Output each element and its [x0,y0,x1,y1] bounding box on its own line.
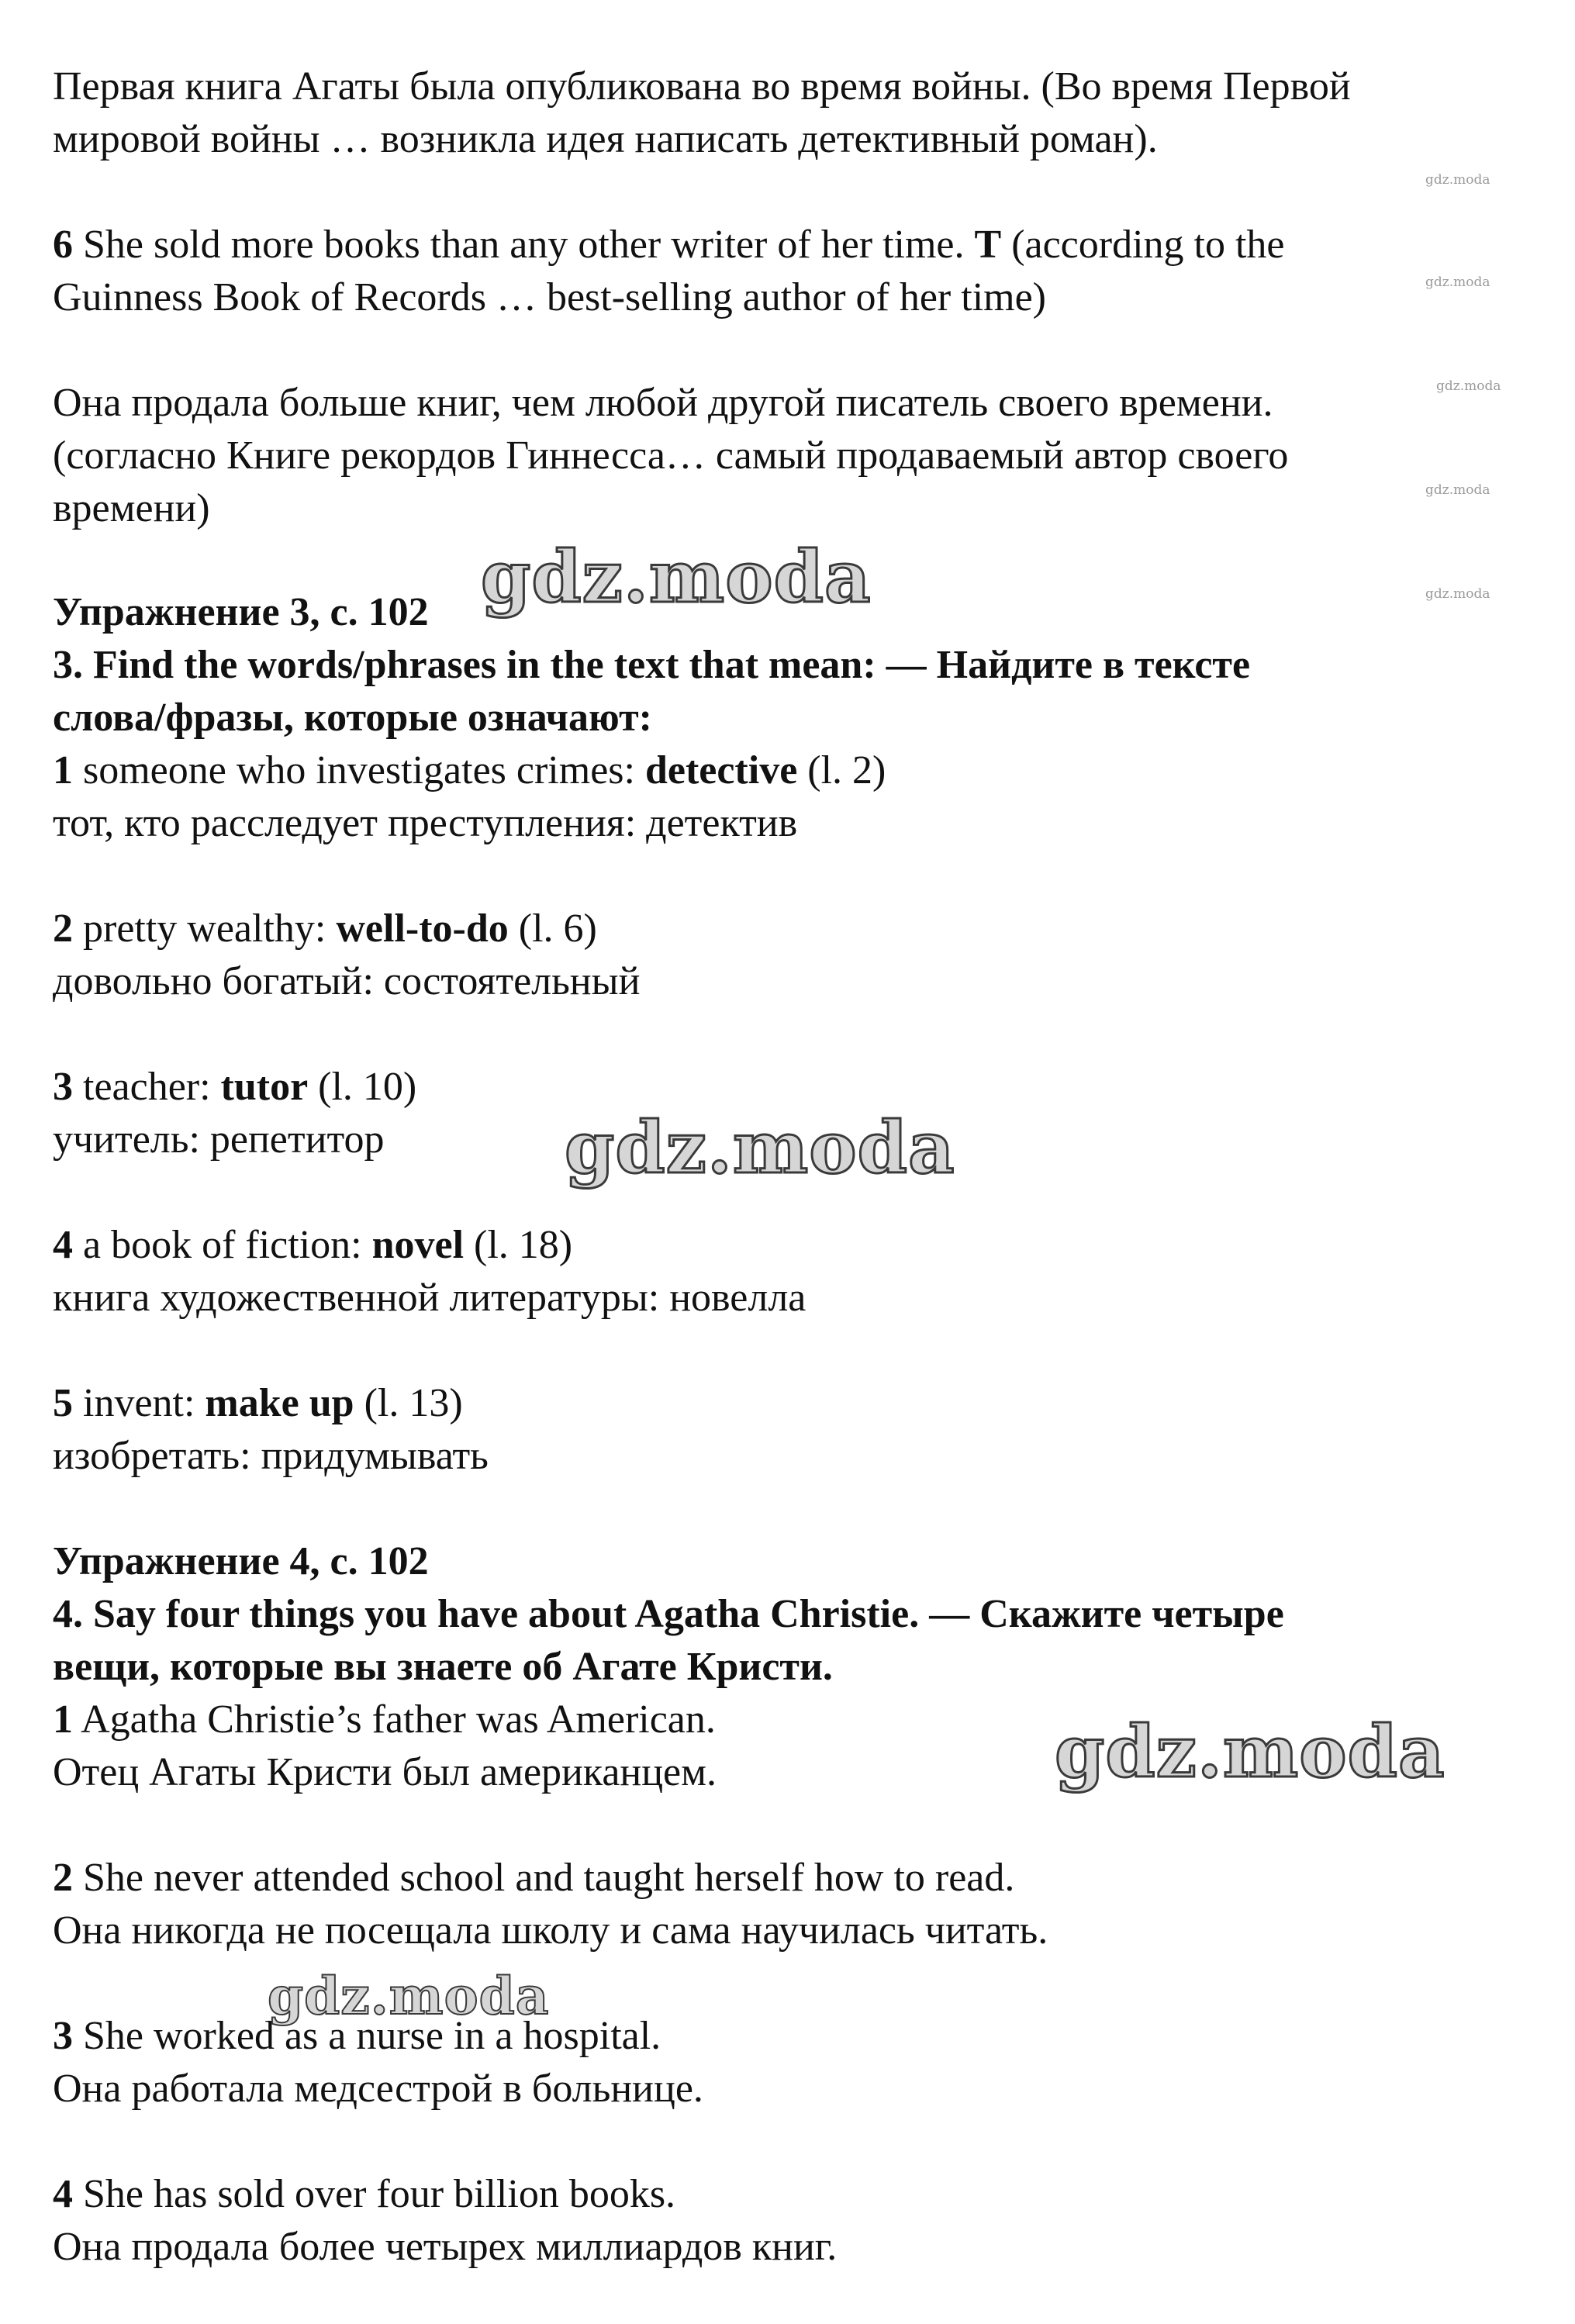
ex3-item-3-ru: учитель: репетитор [53,1117,385,1162]
ex3-item-prompt: teacher: [73,1065,221,1109]
watermark-small: gdz.moda [1425,172,1490,188]
ex3-item-2 [53,903,597,955]
ex4-item-text: She never attended school and taught herself how to read. [73,1856,1015,1900]
ex3-item-number: 1 [53,748,73,793]
ex4-item-text: She worked as a nurse in a hospital. [73,2014,661,2058]
ex3-item-number: 5 [53,1381,73,1425]
ex4-item-3-ru: Она работала медсестрой в больнице. [53,2067,703,2111]
watermark-small: gdz.moda [1425,586,1490,602]
ex4-item-1 [53,1694,716,1746]
ex4-heading: Упражнение 4, с. 102 [53,1539,429,1583]
ex3-item-1-ru: тот, кто расследует преступления: детектив [53,801,798,845]
ex4-item-text: She has sold over four billion books. [73,2172,676,2216]
ex3-item-2-ru: довольно богатый: состоятельный [53,959,641,1003]
ex3-item-1 [53,744,886,797]
ex3-item-ref: (l. 18) [464,1223,573,1267]
ex4-item-number: 3 [53,2014,73,2058]
ex4-item-text: Agatha Christie’s father was American. [73,1697,716,1742]
ex4-item-number: 4 [53,2172,73,2216]
ex4-item-2-ru: Она никогда не посещала школу и сама научилась читать. [53,1908,1048,1953]
ex3-item-4-ru: книга художественной литературы: новелла [53,1276,806,1320]
ex3-item-ref: (l. 2) [797,748,886,793]
ex3-item-ref: (l. 13) [354,1381,463,1425]
ex4-task-line-2: вещи, которые вы знаете об Агате Кристи. [53,1645,833,1689]
ex3-item-answer: make up [205,1381,354,1425]
item6-text-a: She sold more books than any other writer of her time. [73,223,975,267]
ex3-item-ref: (l. 10) [308,1065,417,1109]
ex3-item-3 [53,1061,416,1114]
watermark-logo: gdz.moda [268,1966,550,2026]
item6-ru-1: Она продала больше книг, чем любой другой писатель своего времени. [53,381,1273,425]
ex3-item-number: 3 [53,1065,73,1109]
ex3-task-line-1: 3. Find the words/phrases in the text that mean: — Найдите в тексте [53,643,1251,687]
ex4-item-number: 1 [53,1697,73,1742]
ex3-item-prompt: a book of fiction: [73,1223,372,1267]
item6-line-2: Guinness Book of Records … best-selling author of her time) [53,275,1046,319]
ex3-item-prompt: invent: [73,1381,206,1425]
ex3-item-5 [53,1377,463,1430]
ex3-item-ref: (l. 6) [508,906,597,951]
ex3-item-answer: well-to-do [336,906,509,951]
ex3-item-5-ru: изобретать: придумывать [53,1434,489,1478]
item6-line-1 [53,219,1285,271]
ex4-item-number: 2 [53,1856,73,1900]
ex3-item-answer: detective [644,748,798,793]
ex4-task-line-1: 4. Say four things you have about Agatha Christie. — Скажите четыре [53,1592,1284,1636]
ex3-item-answer: tutor [220,1065,309,1109]
ex3-item-prompt: pretty wealthy: [73,906,337,951]
ex3-item-number: 2 [53,906,73,951]
intro-line-2: мировой войны … возникла идея написать детективный роман). [53,117,1158,161]
ex4-item-4-ru: Она продала более четырех миллиардов книг. [53,2225,838,2269]
ex3-item-prompt: someone who investigates crimes: [73,748,645,793]
item6-ru-3: времени) [53,486,210,530]
item6-text-b: (according to the [1001,223,1285,267]
item6-verdict: T [974,223,1002,267]
watermark-small: gdz.moda [1425,275,1490,290]
watermark-logo: gdz.moda [565,1106,955,1190]
watermark-logo: gdz.moda [481,535,872,619]
item6-number: 6 [53,223,73,267]
watermark-small: gdz.moda [1436,378,1501,394]
ex3-item-4 [53,1219,572,1272]
watermark-small: gdz.moda [1425,482,1490,498]
ex4-item-4 [53,2168,675,2221]
ex3-item-answer: novel [371,1223,465,1267]
ex4-item-1-ru: Отец Агаты Кристи был американцем. [53,1750,717,1794]
ex3-task-line-2: слова/фразы, которые означают: [53,696,652,740]
ex3-heading: Упражнение 3, с. 102 [53,590,429,634]
intro-line-1: Первая книга Агаты была опубликована во время войны. (Во время Первой [53,64,1351,109]
ex3-item-number: 4 [53,1223,73,1267]
watermark-logo: gdz.moda [1055,1710,1445,1794]
item6-ru-2: (согласно Книге рекордов Гиннесса… самый продаваемый автор своего [53,433,1289,478]
ex4-item-2 [53,1852,1014,1904]
